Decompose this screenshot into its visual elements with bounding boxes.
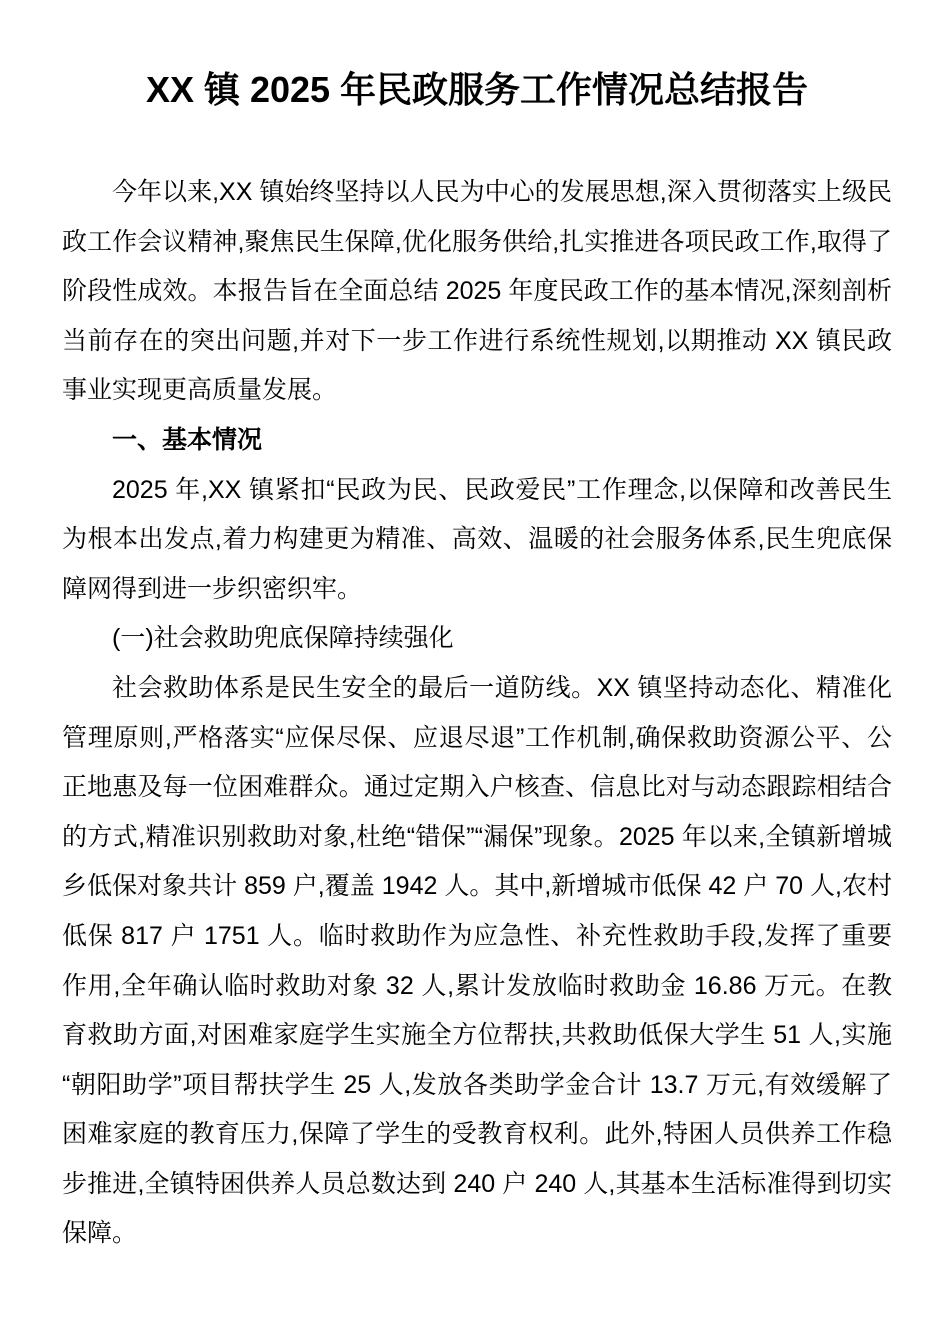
document-title: XX 镇 2025 年民政服务工作情况总结报告 xyxy=(145,69,809,110)
section-heading: 一、基本情况 xyxy=(112,425,263,454)
paragraph: 今年以来,XX 镇始终坚持以人民为中心的发展思想,深入贯彻落实上级民政工作会议精神,聚焦民生保障,优化服务供给,扎实推进各项民政工作,取得了阶段性成效。本报告旨在全面总结 2025 年度民政工作的基本情况,深刻剖析当前存在的突出问题,并对下一步工作进行系统性规划,以期推动 XX 镇民政事业实现更高质量发展。 xyxy=(62,178,892,405)
document-body xyxy=(62,168,892,1259)
section-heading: (一)社会救助兜底保障持续强化 xyxy=(112,624,454,653)
paragraph: 社会救助体系是民生安全的最后一道防线。XX 镇坚持动态化、精准化管理原则,严格落实“应保尽保、应退尽退”工作机制,确保救助资源公平、公正地惠及每一位困难群众。通过定期入户核查、信息比对与动态跟踪相结合的方式,精准识别救助对象,杜绝“错保”“漏保”现象。2025 年以来,全镇新增城乡低保对象共计 859 户,覆盖 1942 人。其中,新增城市低保 42 户 70 人,农村低保 817 户 1751 人。临时救助作为应急性、补充性救助手段,发挥了重要作用,全年确认临时救助对象 32 人,累计发放临时救助金 16.86 万元。在教育救助方面,对困难家庭学生实施全方位帮扶,共救助低保大学生 51 人,实施“朝阳助学”项目帮扶学生 25 人,发放各类助学金合计 13.7 万元,有效缓解了困难家庭的教育压力,保障了学生的受教育权利。此外,特困人员供养工作稳步推进,全镇特困供养人员总数达到 240 户 240 人,其基本生活标准得到切实保障。 xyxy=(62,673,892,1248)
paragraph: 2025 年,XX 镇紧扣“民政为民、民政爱民”工作理念,以保障和改善民生为根本出发点,着力构建更为精准、高效、温暖的社会服务体系,民生兜底保障网得到进一步织密织牢。 xyxy=(62,475,892,603)
